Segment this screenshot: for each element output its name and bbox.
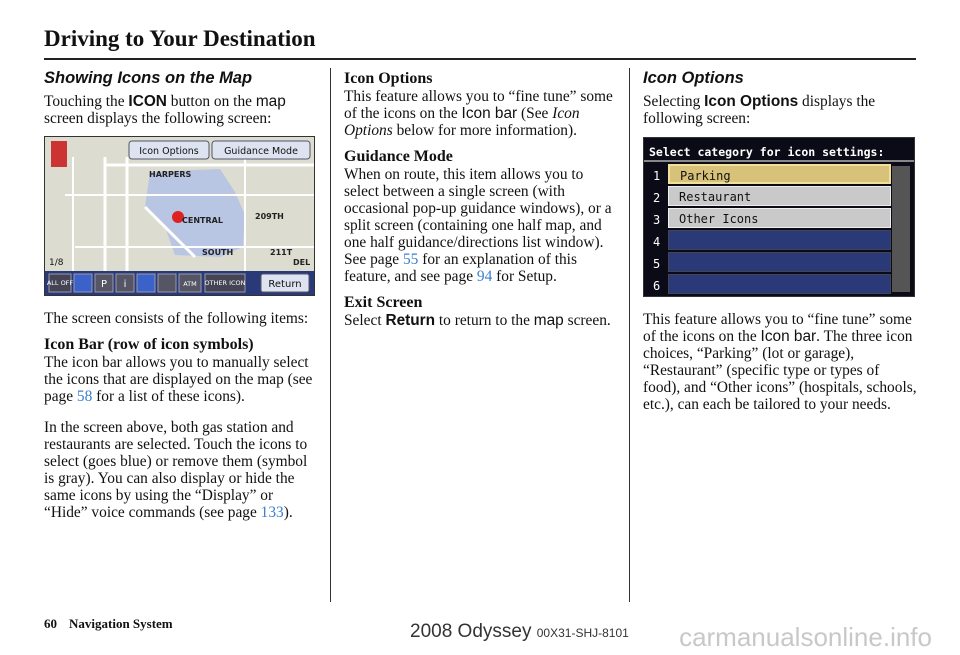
street-label: 209TH [255,212,284,221]
exit-screen-paragraph: Select Return to return to the map screen. [344,312,611,329]
column-1 [44,68,320,521]
option-empty [668,230,891,250]
screen-title-rule [644,160,914,162]
icon-bar-parking: P [100,279,108,290]
title-rule [44,58,916,60]
column-2 [344,68,614,329]
option-number: 3 [653,213,661,227]
icon-settings-screen-image [643,137,915,297]
option-number: 1 [653,169,661,183]
intro-paragraph: Touching the ICON button on the map screen displays the following screen: [44,93,286,127]
option-parking[interactable]: Parking [668,164,891,184]
guidance-mode-paragraph: When on route, this item allows you to select between a single screen (with occasional pop-up guidance windows), or a split screen (containing one half map, and one half guidance/directions list window). See page 55 for an explanation of this feature, and see page 94 for Setup. [344,166,612,285]
page-link[interactable]: 55 [402,251,419,268]
watermark: carmanualsonline.info [679,622,932,652]
subheading-guidance-mode: Guidance Mode [344,148,453,165]
option-number: 6 [653,279,661,293]
icon-options-button: Icon Options [139,146,199,157]
subheading-icon-bar: Icon Bar (row of icon symbols) [44,336,254,353]
page-number: 60 [44,616,57,631]
icon-bar-info: i [123,279,127,290]
street-label: 211T [270,248,293,257]
page-footer [44,616,173,632]
street-label: SOUTH [202,248,234,257]
guidance-mode-button: Guidance Mode [224,146,298,157]
column-divider [629,68,630,602]
option-number: 4 [653,235,661,249]
option-restaurant[interactable]: Restaurant [668,186,891,206]
page-link[interactable]: 133 [260,504,284,521]
option-empty [668,274,891,294]
map-scale: 1/8 [49,258,64,268]
page-link[interactable]: 58 [76,388,93,405]
return-button: Return [268,279,302,290]
column-3 [643,68,919,413]
option-number: 2 [653,191,661,205]
street-label: HARPERS [149,170,192,179]
icon-bar-other: OTHER ICON [204,279,246,287]
icon-options-intro: Selecting Icon Options displays the following screen: [643,93,876,127]
selection-paragraph: In the screen above, both gas station and restaurants are selected. Touch the icons to select (goes blue) or remove them (symbol is gray). You can also display or hide the same icons by using the “Display” or “Hide” voice commands (see page 133). [44,419,308,521]
page-title: Driving to Your Destination [44,26,316,51]
consists-paragraph: The screen consists of the following items: [44,310,309,327]
street-label: DEL [293,258,311,267]
section-heading: Showing Icons on the Map [44,69,253,87]
icon-bar-all-off: ALL OFF [46,279,74,287]
icon-bar-paragraph: The icon bar allows you to manually select the icons that are displayed on the map (see page 58 for a list of these icons). [44,354,313,405]
screen-scrollbar [892,166,910,292]
icon-bar-atm: ATM [183,280,197,288]
option-number: 5 [653,257,661,271]
option-other-icons[interactable]: Other Icons [668,208,891,228]
subheading-exit-screen: Exit Screen [344,294,423,311]
model-label: 2008 Odyssey 00X31-SHJ-8101 [410,621,629,642]
subheading-icon-options: Icon Options [344,70,433,87]
screen-title: Select category for icon settings: [649,145,885,159]
icon-options-paragraph: This feature allows you to “fine tune” some of the icons on the Icon bar (See Icon Options below for more information). [344,88,613,139]
section-heading: Icon Options [643,69,744,87]
page-link[interactable]: 94 [476,268,493,285]
column-divider [330,68,331,602]
model-code: 00X31-SHJ-8101 [536,626,629,640]
section-name: Navigation System [69,616,173,631]
street-label: CENTRAL [182,216,223,225]
map-screen-graphic [45,137,314,295]
option-empty [668,252,891,272]
icon-options-description: This feature allows you to “fine tune” some of the icons on the Icon bar. The three icon choices, “Parking” (lot or garage), “Restaurant” (specific type or types of food), and “Other icons” (hospitals, schools, etc.), can each be tailored to your needs. [643,311,917,413]
map-screen-image [44,136,315,296]
